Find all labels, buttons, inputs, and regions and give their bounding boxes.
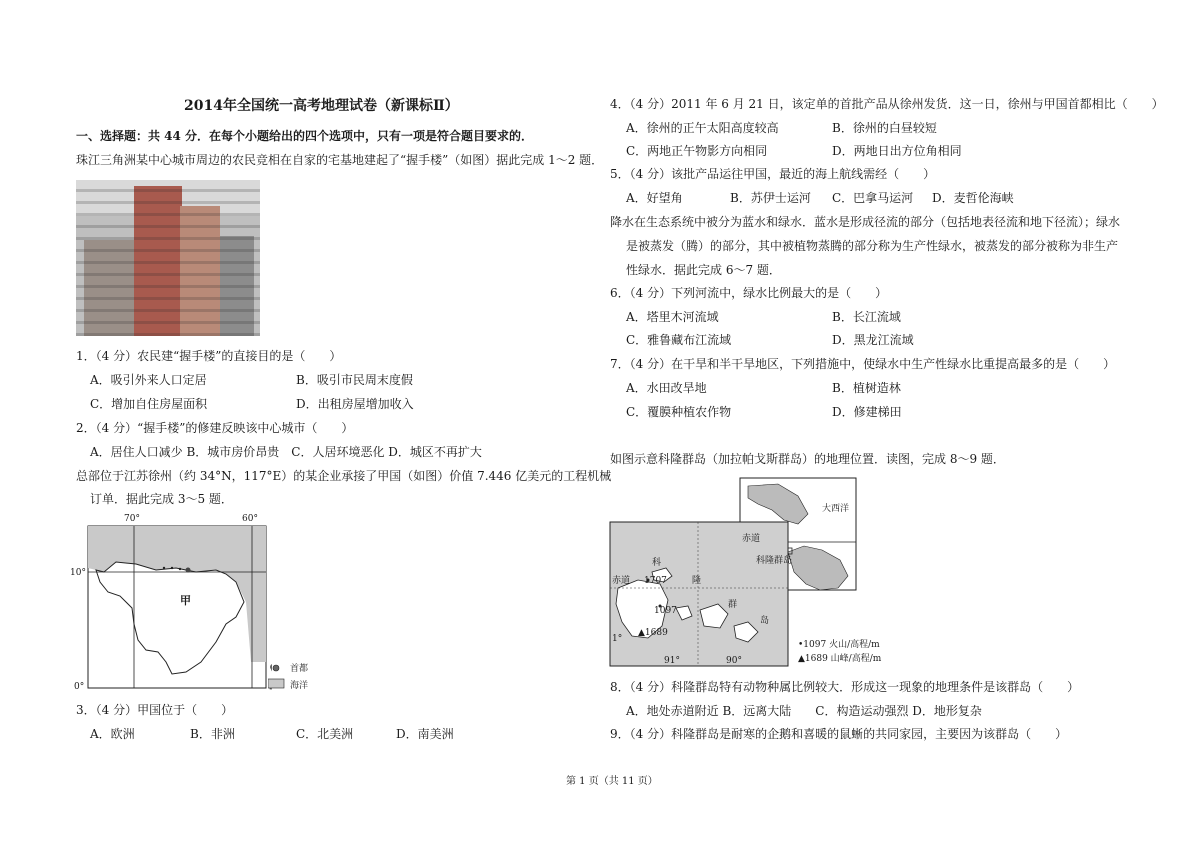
question-4-option-c[interactable]: C．两地正午物影方向相同 — [626, 144, 768, 158]
map2-label-ke: 科 — [652, 558, 662, 568]
question-7-option-a[interactable]: A．水田改旱地 — [626, 381, 707, 395]
map2-lon-91: 91° — [664, 656, 680, 666]
question-3-option-a[interactable]: A．欧洲 — [90, 727, 135, 741]
passage-3-line-2: 是被蒸发（腾）的部分，其中被植物蒸腾的部分称为生产性绿水，被蒸发的部分被称为非生产 — [626, 239, 1119, 253]
map2-peak-1689: ▲1689 — [638, 628, 668, 638]
passage-3-line-3: 性绿水．据此完成 6～7 题． — [626, 263, 781, 277]
question-1-option-d[interactable]: D．出租房屋增加收入 — [296, 397, 414, 411]
question-1-option-b[interactable]: B．吸引市民周末度假 — [296, 373, 413, 387]
map1-lat-0: 0° — [74, 682, 85, 692]
passage-2-line-1: 总部位于江苏徐州（约 34°N，117°E）的某企业承接了甲国（如图）价值 7.446 亿美元的工程机械 — [76, 469, 612, 483]
question-6-option-d[interactable]: D．黑龙江流域 — [832, 333, 914, 347]
map2-equator-right: 赤道 — [742, 534, 761, 544]
map1-country-label: 甲 — [180, 594, 191, 607]
map2-volcano-1097: 1097 — [654, 606, 677, 616]
question-6-option-b[interactable]: B．长江流域 — [832, 310, 901, 324]
map1-lon-60: 60° — [242, 514, 258, 524]
question-6-option-a[interactable]: A．塔里木河流域 — [626, 310, 719, 324]
question-4-stem: 4．（4 分）2011 年 6 月 21 日，该定单的首批产品从徐州发货．这一日，徐州与甲国首都相比（ ） — [610, 97, 1164, 111]
map1-lon-70: 70° — [124, 514, 140, 524]
map2-lat-1: 1° — [612, 634, 623, 644]
map2-lon-90: 90° — [726, 656, 742, 666]
map2-legend-volcano: •1097 火山/高程/m — [798, 640, 880, 650]
question-3-option-d[interactable]: D．南美洲 — [396, 727, 454, 741]
question-1-option-a[interactable]: A．吸引外来人口定居 — [90, 373, 207, 387]
question-8-options[interactable]: A．地处赤道附近 B．远离大陆 C．构造运动强烈 D．地形复杂 — [626, 704, 982, 718]
map1-legend-ocean: 海洋 — [290, 681, 309, 691]
map-country-jia — [70, 512, 272, 696]
question-7-stem: 7．（4 分）在干旱和半干旱地区，下列措施中，使绿水中生产性绿水比重提高最多的是（ ） — [610, 357, 1116, 371]
question-4-option-a[interactable]: A．徐州的正午太阳高度较高 — [626, 121, 779, 135]
question-9-stem: 9．（4 分）科隆群岛是耐寒的企鹅和喜暖的鼠蜥的共同家园，主要因为该群岛（ ） — [610, 727, 1068, 741]
map1-legend-icons — [268, 662, 288, 692]
map1-legend-capital: 首都 — [290, 664, 309, 674]
map2-islands-label: 科隆群岛 — [756, 556, 793, 566]
question-5-option-a[interactable]: A．好望角 — [626, 191, 683, 205]
question-4-option-d[interactable]: D．两地日出方位角相同 — [832, 144, 962, 158]
question-7-option-c[interactable]: C．覆膜种植农作物 — [626, 405, 732, 419]
question-5-option-c[interactable]: C．巴拿马运河 — [832, 191, 914, 205]
question-5-option-b[interactable]: B．苏伊士运河 — [730, 191, 811, 205]
question-2-options[interactable]: A．居住人口减少 B．城市房价昂贵 C．人居环境恶化 D．城区不再扩大 — [90, 445, 482, 459]
map2-label-dao: 岛 — [760, 616, 770, 626]
map2-volcano-1707: 1707 — [644, 576, 667, 586]
handshake-buildings-photo — [76, 180, 260, 336]
question-6-option-c[interactable]: C．雅鲁藏布江流域 — [626, 333, 732, 347]
question-5-option-d[interactable]: D．麦哲伦海峡 — [932, 191, 1014, 205]
map2-equator-left: 赤道 — [612, 576, 631, 586]
map2-atlantic-label: 大西洋 — [822, 504, 850, 514]
question-2-stem: 2．（4 分）“握手楼”的修建反映该中心城市（ ） — [76, 421, 354, 435]
question-7-option-b[interactable]: B．植树造林 — [832, 381, 901, 395]
question-7-option-d[interactable]: D．修建梯田 — [832, 405, 902, 419]
question-3-option-b[interactable]: B．非洲 — [190, 727, 235, 741]
passage-3-line-1: 降水在生态系统中被分为蓝水和绿水．蓝水是形成径流的部分（包括地表径流和地下径流）；绿水 — [610, 215, 1121, 229]
map2-label-qun: 群 — [728, 600, 738, 610]
map2-label-long: 隆 — [692, 576, 702, 586]
map2-legend-peak: ▲1689 山峰/高程/m — [798, 654, 882, 664]
question-3-stem: 3．（4 分）甲国位于（ ） — [76, 703, 234, 717]
question-1-stem: 1．（4 分）农民建“握手楼”的直接目的是（ ） — [76, 349, 342, 363]
map-galapagos — [608, 476, 904, 668]
question-5-stem: 5．（4 分）该批产品运往甲国，最近的海上航线需经（ ） — [610, 167, 936, 181]
question-1-option-c[interactable]: C．增加自住房屋面积 — [90, 397, 208, 411]
passage-2-line-2: 订单．据此完成 3～5 题． — [90, 492, 233, 506]
question-6-stem: 6．（4 分）下列河流中，绿水比例最大的是（ ） — [610, 286, 888, 300]
question-8-stem: 8．（4 分）科隆群岛特有动物种属比例较大．形成这一现象的地理条件是该群岛（ ） — [610, 680, 1080, 694]
passage-4-line-1: 如图示意科隆群岛（加拉帕戈斯群岛）的地理位置．读图，完成 8～9 题． — [610, 452, 1005, 466]
passage-intro: 珠江三角洲某中心城市周边的农民竞相在自家的宅基地建起了“握手楼”（如图）据此完成 1～2 题． — [76, 153, 604, 167]
map1-lat-10: 10° — [70, 568, 86, 578]
page-title: 2014年全国统一高考地理试卷（新课标Ⅱ） — [184, 98, 459, 114]
section-heading: 一、选择题：共 44 分．在每个小题给出的四个选项中，只有一项是符合题目要求的． — [76, 129, 534, 143]
question-3-option-c[interactable]: C．北美洲 — [296, 727, 354, 741]
question-4-option-b[interactable]: B．徐州的白昼较短 — [832, 121, 937, 135]
page-footer: 第 1 页（共 11 页） — [566, 776, 658, 787]
